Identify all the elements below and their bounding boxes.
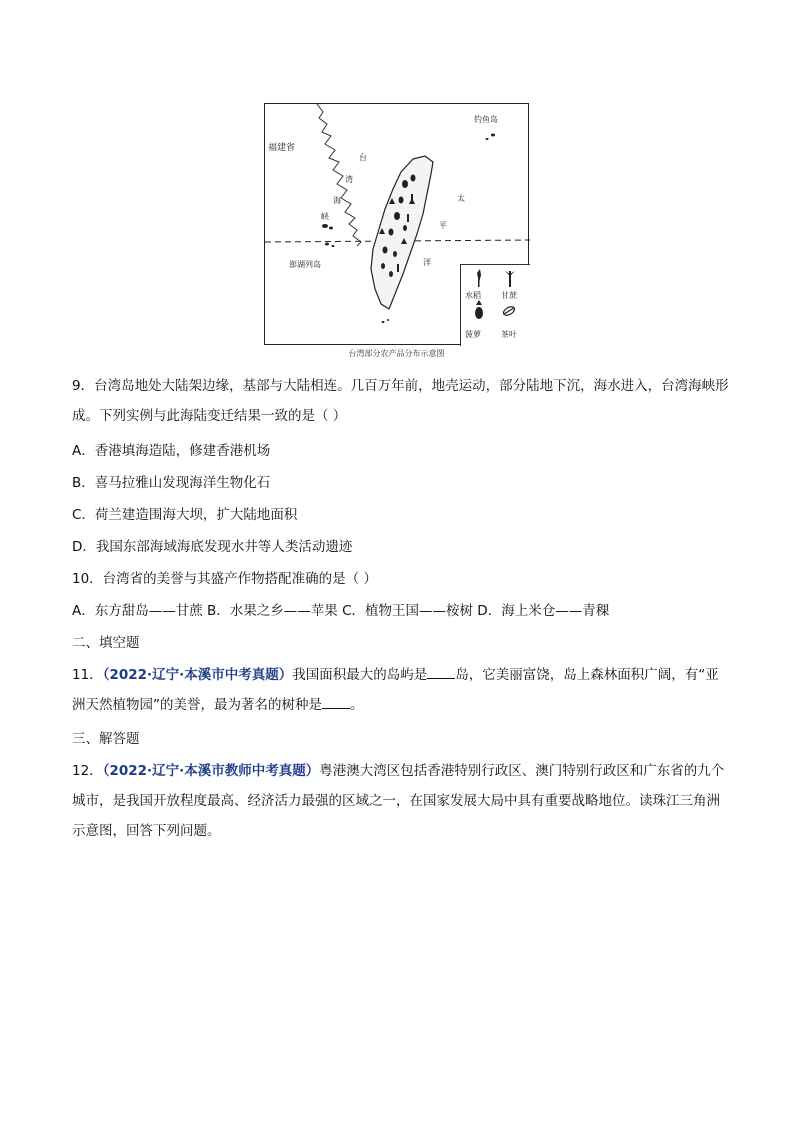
tea-leaf-icon — [502, 305, 516, 317]
label-strait-2: 湾 — [345, 175, 353, 184]
map-legend — [460, 264, 530, 346]
q11-number: 11． — [72, 667, 103, 683]
section-fill-in: 二、填空题 — [72, 635, 140, 651]
map-caption: 台湾部分农产品分布示意图 — [348, 349, 445, 358]
sugarcane-icon — [505, 271, 515, 287]
label-penghu: 澎湖列岛 — [289, 260, 321, 269]
legend-tea: 茶叶 — [501, 330, 517, 339]
pineapple-icon — [475, 300, 483, 319]
q9-option-d: D．我国东部海域海底发现水井等人类活动遗迹 — [72, 539, 353, 555]
q9-option-c: C．荷兰建造围海大坝，扩大陆地面积 — [72, 507, 298, 523]
rice-icon — [477, 269, 481, 287]
q10-options: A．东方甜岛——甘蔗 B．水果之乡——苹果 C．植物王国——桉树 D．海上米仓——青稞 — [72, 603, 610, 619]
label-strait-4: 峡 — [321, 212, 329, 221]
q11-blank-1[interactable] — [427, 664, 455, 679]
label-pacific-2: 平 — [439, 221, 447, 230]
q12-source: （2022·辽宁·本溪市教师中考真题） — [102, 763, 320, 779]
penghu-islands — [322, 224, 335, 247]
label-diaoyu: 钓鱼岛 — [474, 115, 498, 124]
question-10: 10．台湾省的美誉与其盛产作物搭配准确的是（ ） — [72, 571, 377, 587]
taiwan-agriculture-map — [264, 103, 529, 345]
q12-text: 粤港澳大湾区包括香港特别行政区、澳门特别行政区和广东省的九个城市，是我国开放程度最高、经济活力最强的区域之一，在国家发展大局中具有重要战略地位。读珠江三角洲示意图，回答下列问题。 — [72, 763, 725, 839]
question-12 — [72, 756, 732, 846]
legend-sugarcane: 甘蔗 — [501, 291, 517, 300]
legend-rice: 水稻 — [465, 291, 481, 300]
q11-source: （2022·辽宁·本溪市中考真题） — [102, 667, 293, 683]
question-11 — [72, 660, 732, 720]
label-strait-1: 台 — [359, 153, 367, 162]
q11-blank-2[interactable] — [322, 694, 350, 709]
label-fujian: 福建省 — [268, 143, 296, 153]
label-strait-3: 海 — [333, 196, 341, 205]
south-islets — [382, 319, 390, 323]
section-answer: 三、解答题 — [72, 731, 140, 747]
q11-text-a: 我国面积最大的岛屿是 — [292, 667, 428, 683]
q11-text-c: 。 — [350, 697, 364, 713]
label-pacific-1: 太 — [457, 194, 465, 203]
q12-number: 12． — [72, 763, 103, 779]
label-pacific-3: 洋 — [423, 258, 431, 267]
q9-option-a: A．香港填海造陆，修建香港机场 — [72, 443, 271, 459]
legend-pineapple: 菠萝 — [465, 330, 481, 339]
q11-text-b: 岛，它美丽富饶，岛上森林面积广阔，有“亚洲天然植物园”的美誉，最为著名的树种是 — [72, 667, 719, 713]
question-9: 9．台湾岛地处大陆架边缘，基部与大陆相连。几百万年前，地壳运动，部分陆地下沉，海水进入，台湾海峡形成。下列实例与此海陆变迁结果一致的是（ ） — [72, 378, 729, 424]
diaoyu-islands — [486, 134, 496, 141]
q9-option-b: B．喜马拉雅山发现海洋生物化石 — [72, 475, 271, 491]
